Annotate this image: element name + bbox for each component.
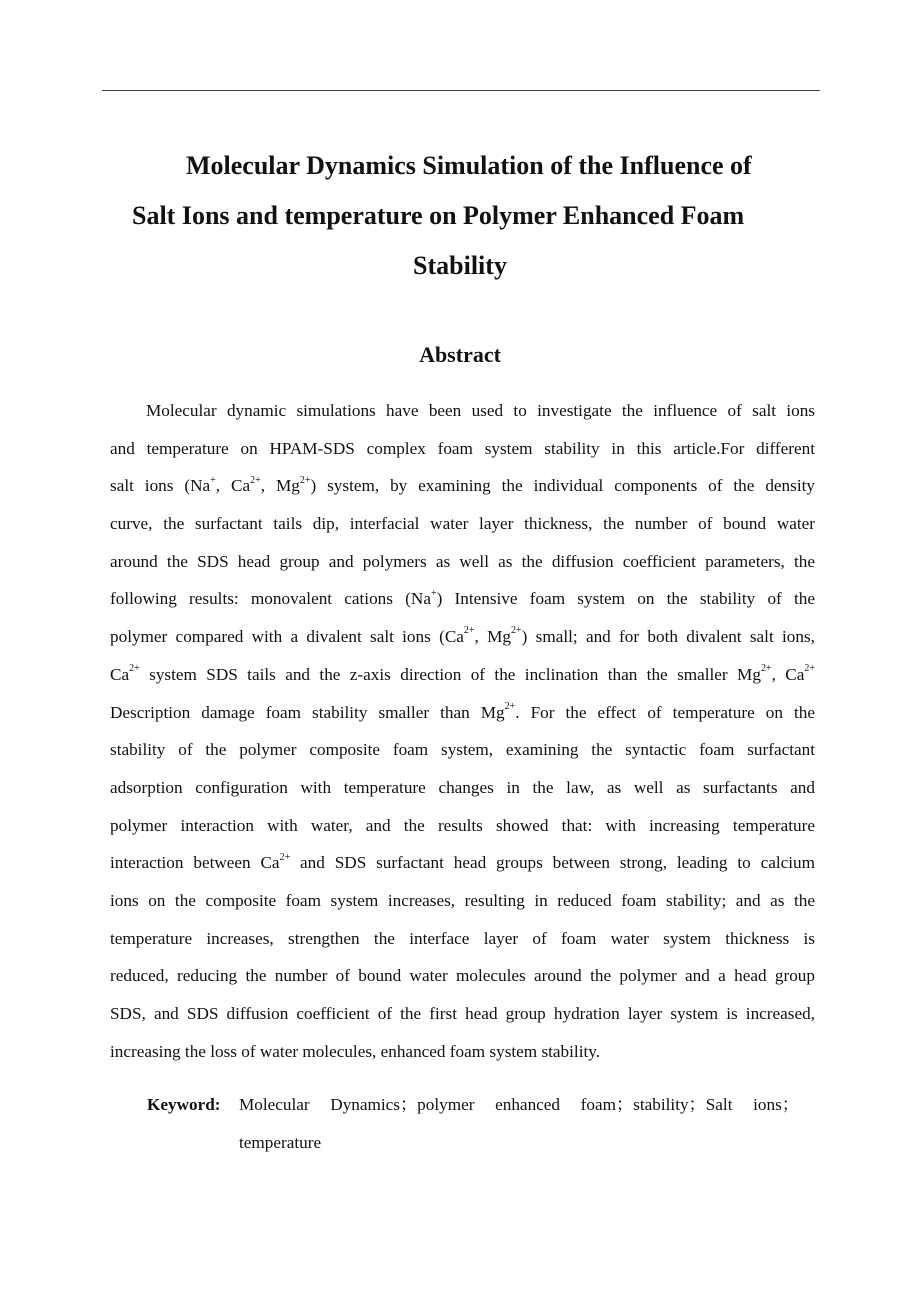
ion-charge-superscript: 2+	[804, 663, 815, 675]
ion-charge-superscript: 2+	[279, 851, 291, 863]
title-line-1: Molecular Dynamics Simulation of the Influence of	[186, 151, 752, 180]
abstract-line	[110, 807, 815, 845]
abstract-text: salt ions (Na	[110, 476, 211, 496]
abstract-text: increasing the loss of water molecules, enhanced foam system stability.	[110, 1041, 601, 1061]
abstract-text: ) system, by examining the individual components of the density	[310, 476, 815, 496]
abstract-text: Molecular dynamic simulations have been used to investigate the influence of salt ions	[146, 401, 815, 420]
ion-charge-superscript: 2+	[504, 700, 516, 712]
abstract-text: . For the effect of temperature on the	[515, 702, 816, 722]
ion-charge-superscript: 2+	[760, 663, 772, 675]
abstract-line	[110, 1033, 815, 1071]
abstract-text: curve, the surfactant tails dip, interfacial water layer thickness, the number of bound water	[110, 514, 815, 534]
ion-charge-superscript: 2+	[299, 474, 311, 486]
abstract-text: , Mg	[474, 627, 512, 647]
abstract-text: temperature increases, strengthen the interface layer of foam water system thickness is	[110, 928, 815, 948]
abstract-text: stability of the polymer composite foam system, examining the syntactic foam surfactant	[110, 740, 815, 760]
abstract-line	[110, 430, 815, 468]
abstract-line	[110, 769, 815, 807]
keywords-label: Keyword:	[147, 1095, 221, 1114]
ion-charge-superscript: 2+	[463, 625, 475, 637]
abstract-text: Ca	[110, 664, 130, 684]
abstract-heading: Abstract	[419, 342, 501, 367]
abstract-text: reduced, reducing the number of bound water molecules around the polymer and a head group	[110, 966, 815, 986]
abstract-line	[110, 694, 815, 732]
title-line-3: Stability	[413, 251, 507, 280]
paper-title	[110, 141, 810, 291]
title-line-2: Salt Ions and temperature on Polymer Enhanced Foam	[132, 201, 745, 230]
abstract-line	[110, 543, 815, 581]
abstract-line	[110, 995, 815, 1033]
abstract-text: around the SDS head group and polymers as well as the diffusion coefficient parameters, the	[110, 551, 815, 571]
abstract-line	[110, 580, 815, 618]
abstract-text: interaction between Ca	[110, 853, 280, 873]
abstract-body	[110, 392, 815, 1070]
ion-charge-superscript: 2+	[250, 474, 261, 486]
abstract-text: polymer compared with a divalent salt ions (Ca	[110, 627, 464, 647]
abstract-text: and SDS surfactant head groups between strong, leading to calcium	[290, 853, 815, 873]
abstract-text: , Ca	[215, 476, 251, 496]
abstract-text: , Mg	[260, 476, 300, 496]
abstract-text: Description damage foam stability smaller than Mg	[110, 702, 505, 722]
abstract-text: adsorption configuration with temperature changes in the law, as well as surfactants and	[110, 777, 815, 797]
abstract-line	[110, 882, 815, 920]
abstract-text: ) Intensive foam system on the stability of the	[436, 589, 815, 609]
abstract-line	[110, 920, 815, 958]
keywords-line-2: temperature	[239, 1132, 322, 1152]
ion-charge-superscript: 2+	[129, 663, 140, 675]
abstract-text: , Ca	[771, 664, 805, 684]
abstract-line	[110, 505, 815, 543]
ion-charge-superscript: +	[430, 587, 437, 599]
abstract-text: polymer interaction with water, and the results showed that: with increasing temperature	[110, 815, 815, 835]
header-rule	[102, 90, 820, 91]
abstract-text: system SDS tails and the z-axis direction of the inclination than the smaller Mg	[139, 664, 761, 684]
abstract-line	[110, 957, 815, 995]
abstract-text: and temperature on HPAM-SDS complex foam system stability in this article.For different	[110, 438, 815, 458]
keywords-line-1: Molecular Dynamics；polymer enhanced foam；stability；Salt ions；	[239, 1095, 799, 1114]
abstract-text: following results: monovalent cations (Na	[110, 589, 431, 609]
abstract-text: ) small; and for both divalent salt ions,	[521, 627, 815, 647]
abstract-text: SDS, and SDS diffusion coefficient of the first head group hydration layer system is increased,	[110, 1004, 815, 1023]
abstract-line	[110, 656, 815, 694]
abstract-line	[110, 731, 815, 769]
abstract-line	[110, 844, 815, 882]
ion-charge-superscript: +	[210, 474, 216, 486]
abstract-line	[110, 392, 815, 430]
abstract-line	[110, 618, 815, 656]
ion-charge-superscript: 2+	[511, 625, 522, 637]
abstract-line	[110, 467, 815, 505]
abstract-text: ions on the composite foam system increases, resulting in reduced foam stability; and as the	[110, 890, 815, 910]
